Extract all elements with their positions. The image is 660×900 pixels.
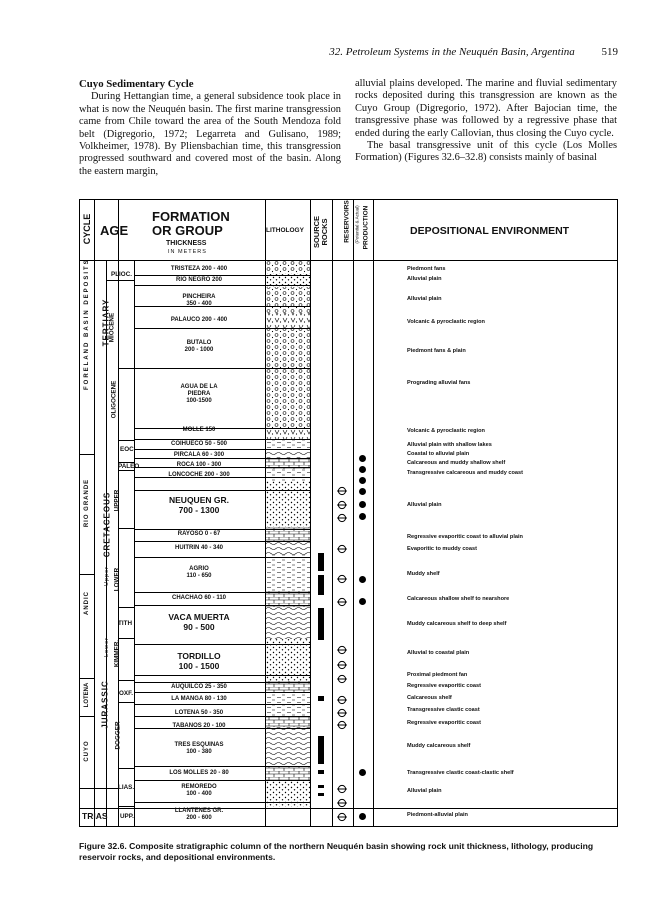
reservoir-symbol — [337, 574, 347, 584]
reservoir-symbol — [337, 500, 347, 510]
environment-label: Prograding alluvial fans — [407, 380, 471, 386]
reservoir-symbol — [337, 645, 347, 655]
source-rock-bar — [318, 793, 324, 796]
environment-label: Calcareous and muddy shallow shelf — [407, 460, 506, 466]
environment-label: Alluvial plain — [407, 788, 442, 794]
reservoir-symbol — [337, 660, 347, 670]
environment-label: Regressive evaporitic coast — [407, 720, 481, 726]
formation-auquilco: AUQUILCO 25 - 350 — [171, 684, 227, 690]
system-cretaceous: CRETACEOUS — [102, 491, 112, 558]
reservoir-symbol — [337, 597, 347, 607]
right-paragraph-2: The basal transgressive unit of this cycle (Los Molles Formation) (Figures 32.6–32.8) consists mainly of basinal — [355, 140, 617, 164]
formation-rayoso: RAYOSO 0 - 67 — [177, 531, 221, 537]
figure-caption: Figure 32.6. Composite stratigraphic column of the northern Neuquén basin showing rock unit thickness, lithology, producing reservoir rocks, and depositional environments. — [79, 841, 594, 862]
stage-miocene: MIOCENE — [108, 312, 116, 343]
formation-agua-de-la-piedra: AGUA DE LA PIEDRA 100-1500 — [180, 384, 218, 404]
environment-label: Coastal to alluvial plain — [407, 451, 470, 457]
page-number: 519 — [601, 46, 618, 58]
cycle-cuyo: CUYO — [84, 740, 90, 762]
stage-tith: TITH — [118, 620, 132, 627]
stage-kimmer: KIMMER. — [113, 639, 121, 668]
cycle-lotena: LOTENA — [84, 682, 90, 708]
formation-chachao: CHACHAO 60 - 110 — [171, 595, 227, 601]
subdivision-upper: Upper — [104, 566, 110, 586]
environment-label: Muddy shelf — [407, 571, 440, 577]
formation-coihueco: COIHUECO 50 - 500 — [170, 441, 228, 447]
formation-llantenes: LLANTENES GR. 200 - 600 — [174, 808, 224, 821]
stage-lias: LIAS. — [118, 784, 135, 791]
meters-header: IN METERS — [168, 249, 207, 255]
stage-eoc: EOC. — [120, 446, 136, 453]
system-jurassic: JURASSIC — [100, 680, 110, 729]
reservoir-symbol — [337, 708, 347, 718]
environment-label: Alluvial to coastal plain — [407, 650, 470, 656]
right-paragraph-1: alluvial plains developed. The marine and fluvial sedimentary rocks deposited during this transgression are known as the Cuyo Group (Digregorio, 1972). After Bajocian time, the transgressive phase was followed by a regressive phase that ended during the early Callovian, thus closing the Cuyo cycle. — [355, 78, 617, 139]
left-paragraph: During Hettangian time, a general subsidence took place in what is now the Neuquén basin. The first marine transgression came from Chile toward the area of the South Mendoza fold belt (Digregorio, 1972; Legarreta and Gulisano, 1989; Volkheimer, 1978). By Pliensbachian time, this transgression progressed southward and covered most of the basin. Along the eastern margin, — [79, 91, 341, 177]
reservoir-symbol — [337, 798, 347, 808]
stratigraphic-column-figure — [79, 199, 618, 827]
stage-oligocene: OLIGOCENE — [110, 380, 118, 419]
reservoir-symbol — [337, 720, 347, 730]
running-title: 32. Petroleum Systems in the Neuquén Basin, Argentina — [329, 46, 575, 58]
subdivision-lower: Lower — [104, 637, 110, 657]
formation-butalo: BUTALO 200 - 1000 — [184, 340, 214, 353]
cycle-andic: ANDIC — [84, 591, 90, 615]
environment-label: Regressive evaporitic coast — [407, 683, 481, 689]
formation-rio-negro: RIO NEGRO 200 — [175, 277, 222, 283]
production-dot — [359, 466, 366, 473]
environment-label: Muddy calcareous shelf to deep shelf — [407, 621, 507, 627]
formation-vaca-muerta: VACA MUERTA 90 - 500 — [168, 612, 230, 632]
lithology-column — [266, 261, 310, 807]
source-rock-bar — [318, 696, 324, 701]
cycle-rio-grande: RIO GRANDE — [84, 478, 90, 528]
environment-label: Calcareous shallow shelf to nearshore — [407, 596, 510, 602]
production-dot — [359, 813, 366, 820]
group-header: OR GROUP — [152, 223, 223, 238]
environment-label: Transgressive clastic coast — [407, 707, 480, 713]
reservoir-symbol — [337, 695, 347, 705]
stage-dogger: DOGGER — [114, 721, 122, 750]
formation-palauco: PALAUCO 200 - 400 — [170, 317, 228, 323]
environment-label: Volcanic & pyroclastic region — [407, 319, 485, 325]
cycle-header: CYCLE — [82, 213, 92, 245]
stage-upper: UPPER — [113, 489, 121, 512]
formation-tres-esquinas: TRES ESQUINAS 100 - 380 — [174, 742, 224, 755]
production-dot — [359, 576, 366, 583]
formation-loncoche: LONCOCHE 200 - 300 — [168, 472, 230, 478]
formation-tordillo: TORDILLO 100 - 1500 — [177, 651, 221, 671]
formation-tristeza: TRISTEZA 200 - 400 — [170, 266, 228, 272]
formation-neuquen-group: NEUQUEN GR. 700 - 1300 — [169, 495, 229, 515]
production-dot — [359, 769, 366, 776]
lithology-header: LITHOLOGY — [266, 227, 304, 234]
system-tertiary: TERTIARY — [101, 298, 111, 347]
reservoirs-subheader: (Potential & Actual) — [354, 205, 360, 244]
environment-label: Transgressive clastic coast-clastic shelf — [407, 770, 514, 776]
environment-label: Piedmont fans — [407, 266, 446, 272]
formation-lotena: LOTENA 50 - 350 — [174, 710, 224, 716]
reservoir-symbol — [337, 784, 347, 794]
stage-upp: UPP. — [120, 813, 134, 820]
environment-label: Piedmont fans & plain — [407, 348, 466, 354]
reservoir-symbol — [337, 544, 347, 554]
left-column — [79, 78, 341, 178]
environment-header: DEPOSITIONAL ENVIRONMENT — [410, 225, 570, 237]
cycle-foreland: FORELAND BASIN DEPOSITS — [84, 258, 90, 390]
formation-molle: MOLLE 150 — [182, 427, 216, 433]
formation-los-molles: LOS MOLLES 20 - 80 — [169, 770, 229, 776]
stage-paleo: PALEO — [118, 463, 140, 470]
formation-header: FORMATION — [152, 209, 230, 224]
source-rock-bar — [318, 575, 324, 595]
formation-tabanos: TABANOS 20 - 100 — [172, 723, 226, 729]
stage-lower: LOWER — [113, 567, 121, 592]
environment-label: Alluvial plain — [407, 502, 442, 508]
formation-pincheira: PINCHEIRA 350 - 400 — [182, 294, 216, 307]
reservoir-symbol — [337, 513, 347, 523]
environment-label: Evaporitic to muddy coast — [407, 546, 477, 552]
environment-label: Proximal piedmont fan — [407, 672, 468, 678]
reservoir-symbol — [337, 812, 347, 822]
formation-remoredo: REMOREDO 100 - 400 — [181, 784, 217, 797]
reservoirs-header: RESERVOIRS — [343, 200, 351, 243]
source-rock-bar — [318, 736, 324, 764]
production-header: PRODUCTION — [362, 205, 370, 250]
production-dot — [359, 501, 366, 508]
environment-label: Transgressive calcareous and muddy coast — [407, 470, 523, 476]
production-dot — [359, 513, 366, 520]
production-dot — [359, 477, 366, 484]
source-rock-bar — [318, 785, 324, 788]
production-dot — [359, 488, 366, 495]
environment-label: Calcareous shelf — [407, 695, 452, 701]
stage-plioc: PLIOC. — [111, 271, 132, 278]
age-header: AGE — [100, 223, 129, 238]
formation-huitrin: HUITRIN 40 - 340 — [174, 545, 223, 551]
running-header — [0, 46, 618, 58]
source-rock-bar — [318, 770, 324, 774]
cycle-trias: TRIAS — [82, 811, 108, 821]
source-rock-bar — [318, 608, 324, 640]
section-heading: Cuyo Sedimentary Cycle — [79, 78, 194, 90]
right-column — [355, 78, 617, 165]
formation-pircala: PIRCALA 60 - 300 — [173, 452, 225, 458]
formation-agrio: AGRIO 110 - 650 — [186, 566, 212, 579]
formation-roca: ROCA 100 - 300 — [176, 462, 222, 468]
environment-label: Piedmont-alluvial plain — [407, 812, 468, 818]
environment-label: Alluvial plain — [407, 296, 442, 302]
source-header: SOURCE ROCKS — [312, 215, 329, 249]
production-dot — [359, 598, 366, 605]
environment-label: Muddy calcareous shelf — [407, 743, 471, 749]
environment-label: Alluvial plain with shallow lakes — [407, 442, 492, 448]
formation-la-manga: LA MANGA 80 - 130 — [171, 696, 227, 702]
reservoir-symbol — [337, 486, 347, 496]
reservoir-symbol — [337, 674, 347, 684]
environment-label: Regressive evaporitic coast to alluvial plain — [407, 534, 523, 540]
stage-oxf: OXF. — [119, 690, 133, 697]
environment-label: Alluvial plain — [407, 276, 442, 282]
production-dot — [359, 455, 366, 462]
source-rock-bar — [318, 553, 324, 571]
environment-label: Volcanic & pyroclastic region — [407, 428, 485, 434]
thickness-header: THICKNESS — [166, 240, 207, 247]
